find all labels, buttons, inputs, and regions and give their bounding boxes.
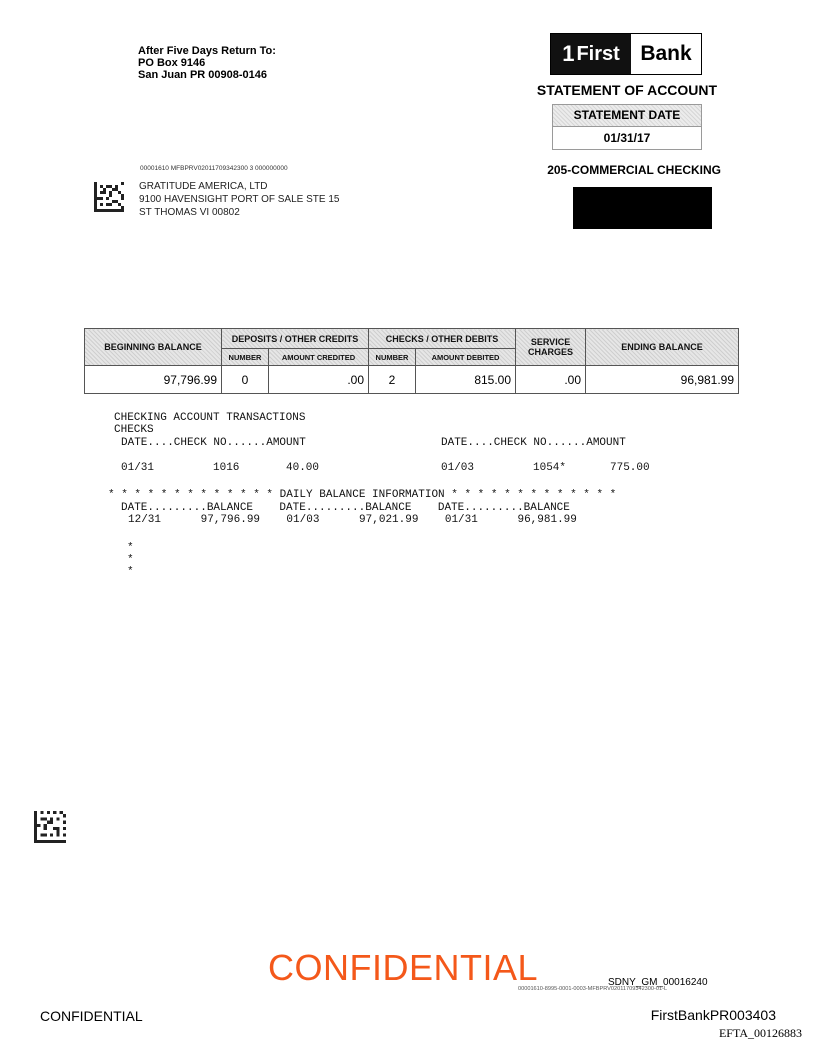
header-ending-balance: ENDING BALANCE xyxy=(586,329,739,366)
return-address xyxy=(138,45,276,81)
daily-balance-title: * * * * * * * * * * * * * DAILY BALANCE INFORMATION * * * * * * * * * * * * * xyxy=(108,489,617,501)
confidential-stamp: CONFIDENTIAL xyxy=(268,947,539,988)
account-type: 205-COMMERCIAL CHECKING xyxy=(547,163,721,177)
recipient-address xyxy=(139,180,339,219)
check-date: 01/03 xyxy=(441,462,475,474)
barcode-icon xyxy=(34,811,66,843)
document-code: 00001610-8995-0001-0003-MFBPRV02011709342300-01-L xyxy=(518,986,668,992)
header-beginning-balance: BEGINNING BALANCE xyxy=(85,329,222,366)
amount-debited-value: 815.00 xyxy=(416,366,516,394)
check-number: 1054* xyxy=(533,462,567,474)
header-deposits-credits: DEPOSITS / OTHER CREDITS xyxy=(222,329,369,349)
table-row xyxy=(85,366,739,394)
logo-word-bank: Bank xyxy=(631,34,701,74)
header-amount-credited: AMOUNT CREDITED xyxy=(269,349,369,366)
bates-number: FirstBankPR003403 xyxy=(650,1007,776,1023)
checks-column-header: DATE....CHECK NO......AMOUNT xyxy=(121,437,306,449)
statement-date-box xyxy=(552,104,702,150)
efta-number: EFTA_00126883 xyxy=(718,1026,802,1040)
return-address-line1: PO Box 9146 xyxy=(138,57,206,69)
header-amount-debited: AMOUNT DEBITED xyxy=(416,349,516,366)
header-check-number: NUMBER xyxy=(369,349,416,366)
check-number: 1016 xyxy=(213,462,240,474)
check-amount: 775.00 xyxy=(610,462,650,474)
amount-credited-value: .00 xyxy=(269,366,369,394)
transactions-title: CHECKING ACCOUNT TRANSACTIONS xyxy=(114,412,306,424)
statement-date-value: 01/31/17 xyxy=(603,131,651,145)
statement-title: STATEMENT OF ACCOUNT xyxy=(536,82,718,98)
transactions-subtitle: CHECKS xyxy=(114,424,154,436)
mailing-code: 00001610 MFBPRV02011709342300 3 000000000 xyxy=(140,165,288,172)
check-date: 01/31 xyxy=(121,462,155,474)
redaction-block xyxy=(573,187,712,229)
check-count-value: 2 xyxy=(369,366,416,394)
checks-column-header: DATE....CHECK NO......AMOUNT xyxy=(441,437,626,449)
daily-balance-row: 12/31 97,796.99 01/03 97,021.99 01/31 96,981.99 xyxy=(128,514,577,526)
barcode-icon xyxy=(94,182,124,212)
sdny-number: SDNY_GM_00016240 xyxy=(608,977,708,988)
bank-logo xyxy=(550,33,702,75)
asterisk-markers: * * * xyxy=(127,542,134,578)
return-address-line2: San Juan PR 00908-0146 xyxy=(138,69,268,81)
header-checks-debits: CHECKS / OTHER DEBITS xyxy=(369,329,516,349)
beginning-balance-value: 97,796.99 xyxy=(85,366,222,394)
service-charges-value: .00 xyxy=(516,366,586,394)
recipient-address-line1: 9100 HAVENSIGHT PORT OF SALE STE 15 xyxy=(139,194,340,205)
return-address-heading: After Five Days Return To: xyxy=(138,45,276,57)
logo-dark-panel xyxy=(551,34,631,74)
statement-date-label: STATEMENT DATE xyxy=(553,105,701,127)
logo-number: 1 xyxy=(562,41,575,66)
logo-word-first: First xyxy=(576,42,620,65)
recipient-name: GRATITUDE AMERICA, LTD xyxy=(139,181,268,192)
deposit-count-value: 0 xyxy=(222,366,269,394)
header-deposit-number: NUMBER xyxy=(222,349,269,366)
ending-balance-value: 96,981.99 xyxy=(586,366,739,394)
account-summary-table xyxy=(84,328,739,394)
confidential-label: CONFIDENTIAL xyxy=(40,1008,143,1024)
header-service-charges: SERVICE CHARGES xyxy=(516,329,586,366)
recipient-address-line2: ST THOMAS VI 00802 xyxy=(139,207,240,218)
daily-balance-header: DATE.........BALANCE DATE.........BALANCE DATE.........BALANCE xyxy=(121,502,570,514)
check-amount: 40.00 xyxy=(286,462,320,474)
